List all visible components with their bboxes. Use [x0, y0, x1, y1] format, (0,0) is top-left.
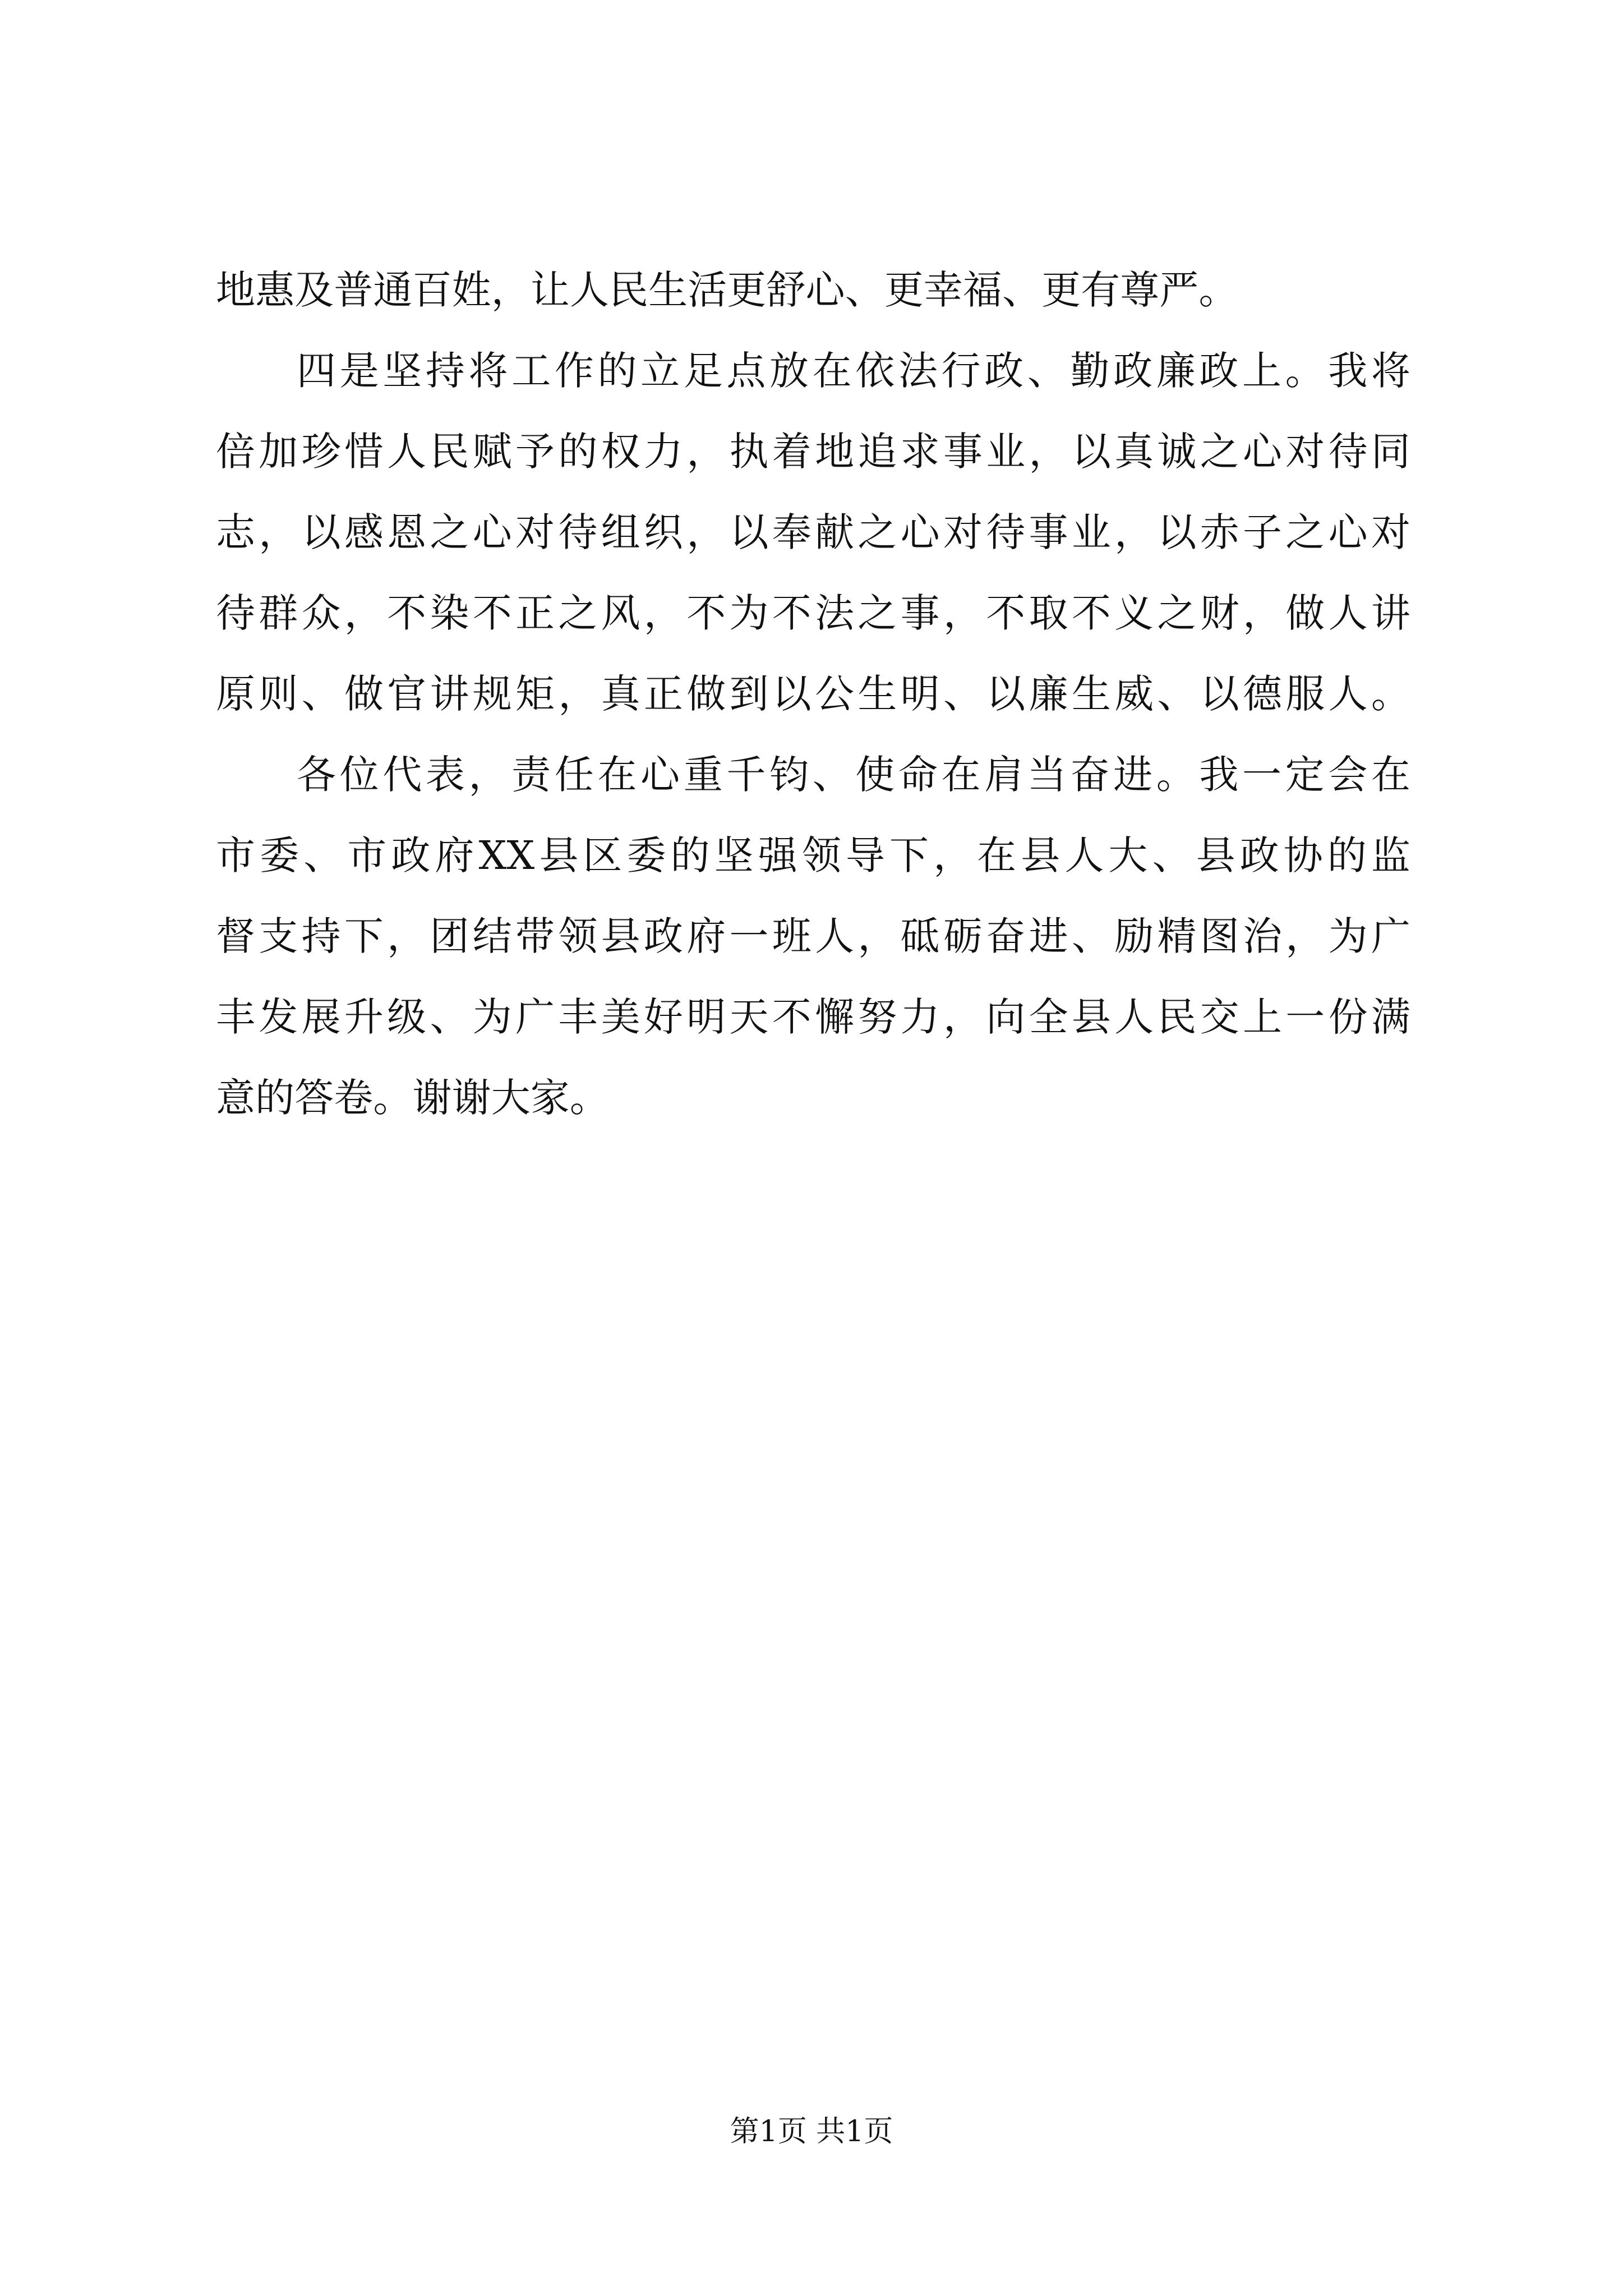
text-line: 意的答卷。谢谢大家。: [216, 1075, 609, 1121]
page-number-footer: 第1页 共1页: [730, 2115, 893, 2148]
paragraph-start-line: 四是坚持将工作的立足点放在依法行政、勤政廉政上。我将: [297, 348, 1410, 394]
text-line: 市委、市政府XX县区委的坚强领导下，在县人大、县政协的监: [216, 832, 1410, 878]
text-line: 原则、做官讲规矩，真正做到以公生明、以廉生威、以德服人。: [216, 671, 1410, 717]
text-line: 督支持下，团结带领县政府一班人，砥砺奋进、励精图治，为广: [216, 913, 1410, 959]
paragraph-start-line: 各位代表，责任在心重千钧、使命在肩当奋进。我一定会在: [297, 752, 1410, 798]
document-body: [216, 250, 1410, 1138]
text-line: 志，以感恩之心对待组织，以奉献之心对待事业，以赤子之心对: [216, 509, 1410, 555]
text-line: 待群众，不染不正之风，不为不法之事，不取不义之财，做人讲: [216, 590, 1410, 636]
text-line: 丰发展升级、为广丰美好明天不懈努力，向全县人民交上一份满: [216, 994, 1410, 1040]
text-line: 地惠及普通百姓，让人民生活更舒心、更幸福、更有尊严。: [216, 267, 1238, 313]
text-line: 倍加珍惜人民赋予的权力，执着地追求事业，以真诚之心对待同: [216, 429, 1410, 475]
